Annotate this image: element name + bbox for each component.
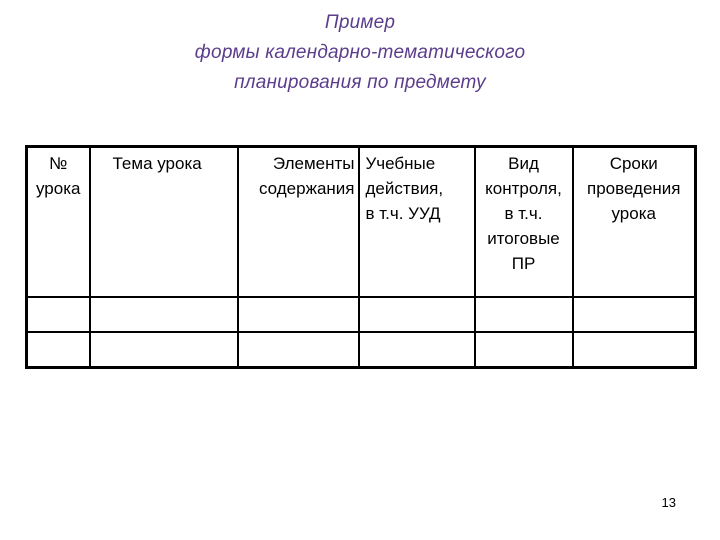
slide-title-line: Пример: [324, 12, 396, 33]
header-line: Учебные: [365, 154, 436, 173]
header-line: в т.ч.: [504, 204, 543, 223]
header-line: урока: [36, 179, 81, 198]
header-line: проведения: [587, 179, 681, 198]
table-row: [27, 332, 696, 368]
table-cell: [475, 332, 573, 368]
header-line: ПР: [511, 254, 536, 273]
slide-title-line: планирования по предмету: [234, 72, 486, 93]
slide-title-line: формы календарно-тематического: [194, 42, 526, 63]
header-line: контроля,: [485, 179, 562, 198]
table-cell: [475, 297, 573, 332]
header-lesson-number: [27, 147, 90, 298]
table-cell: [238, 297, 359, 332]
lesson-plan-table: [25, 145, 697, 369]
table-cell: [359, 332, 475, 368]
slide-title: [0, 8, 720, 98]
header-line: Сроки: [609, 154, 658, 173]
table-cell: [359, 297, 475, 332]
header-line: действия,: [365, 179, 444, 198]
table-row: [27, 297, 696, 332]
header-line: урока: [611, 204, 656, 223]
header-line: Вид: [508, 154, 539, 173]
table-cell: [27, 332, 90, 368]
table-header-row: [27, 147, 696, 298]
table-cell: [573, 297, 696, 332]
header-control-type: [475, 147, 573, 298]
header-line: Элементы: [272, 154, 355, 173]
header-lesson-dates: [573, 147, 696, 298]
table-cell: [90, 332, 238, 368]
header-lesson-topic: [90, 147, 238, 298]
header-learning-activities: [359, 147, 475, 298]
header-line: содержания: [258, 179, 355, 198]
table-cell: [573, 332, 696, 368]
table-cell: [27, 297, 90, 332]
header-line: в т.ч. УУД: [365, 204, 441, 223]
header-line: итоговые: [487, 229, 560, 248]
header-content-elements: [238, 147, 359, 298]
table-cell: [238, 332, 359, 368]
header-line: №: [49, 154, 68, 173]
table-cell: [90, 297, 238, 332]
page-number: 13: [661, 495, 676, 510]
header-line: Тема урока: [112, 154, 202, 173]
